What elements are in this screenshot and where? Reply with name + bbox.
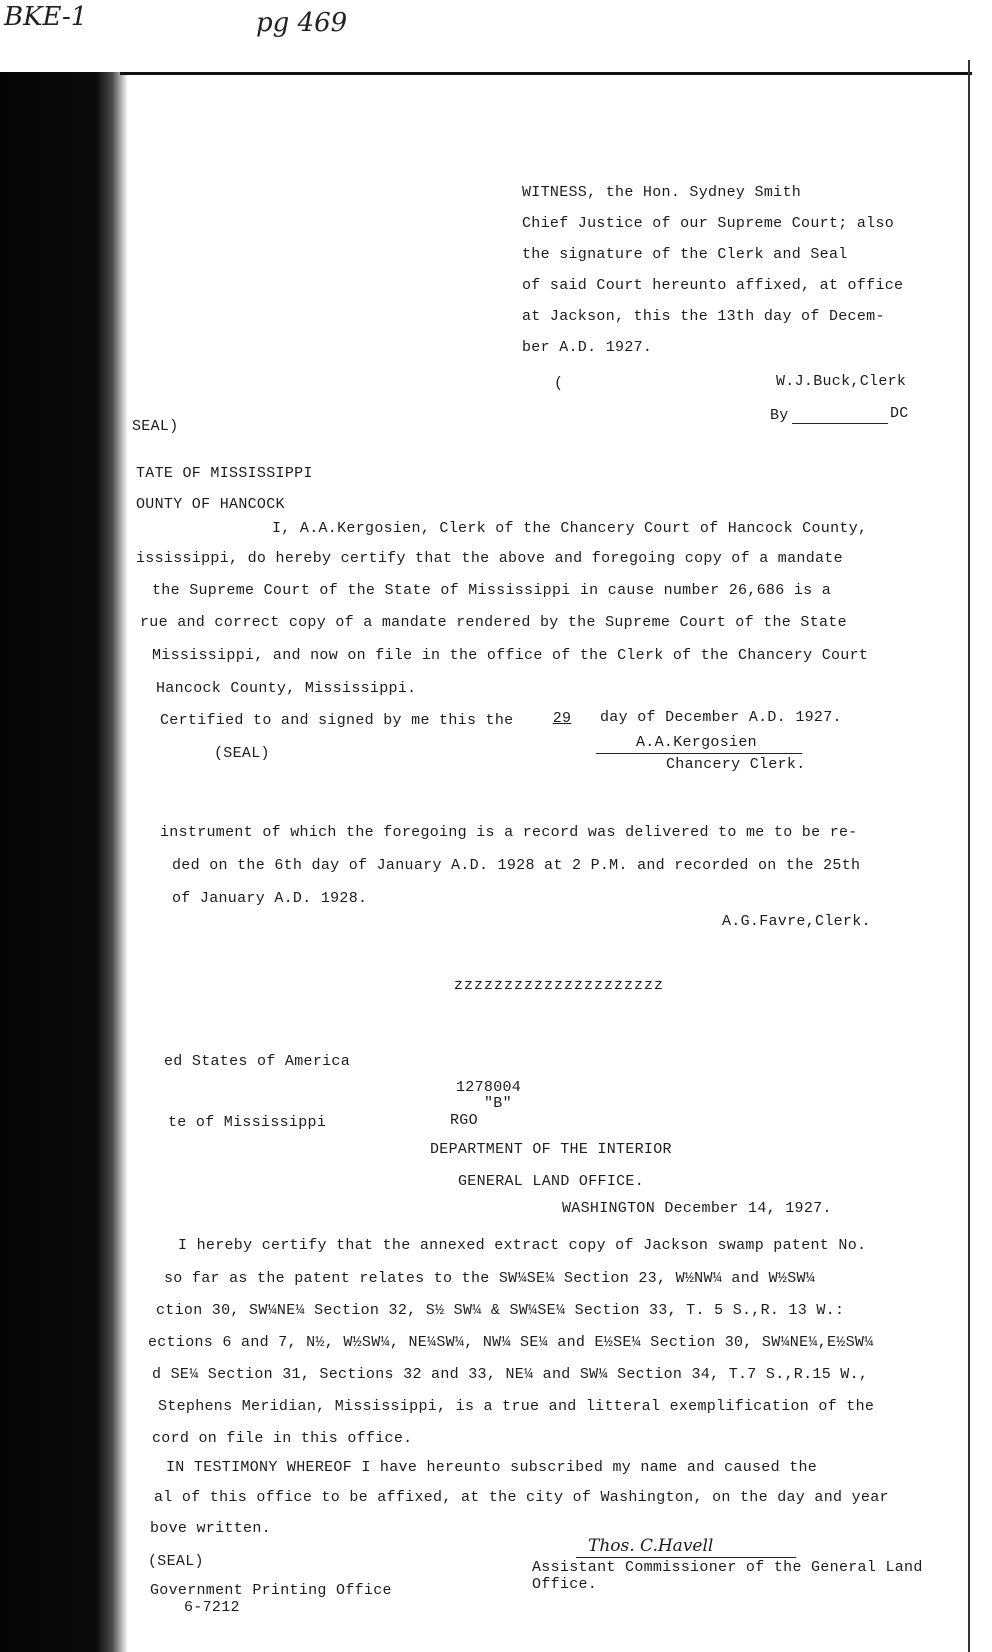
patent-line: bove written. — [150, 1520, 271, 1537]
venue-state: TATE OF MISSISSIPPI — [136, 465, 313, 482]
printer-line: Government Printing Office — [150, 1582, 392, 1599]
patent-line: so far as the patent relates to the SW¼SE¼ Section 23, W½NW¼ and W½SW¼ — [164, 1270, 816, 1287]
top-border-rule — [120, 72, 972, 75]
recording-line: ded on the 6th day of January A.D. 1928 at 2 P.M. and recorded on the 25th — [172, 857, 861, 874]
patent-country: ed States of America — [164, 1053, 351, 1070]
book-note: BKE-1 — [4, 2, 88, 32]
certificate-line: ississippi, do hereby certify that the above and foregoing copy of a mandate — [136, 550, 843, 567]
recording-clerk: A.G.Favre,Clerk. — [722, 913, 871, 930]
patent-line: cord on file in this office. — [152, 1430, 413, 1447]
section-separator: zzzzzzzzzzzzzzzzzzzzz — [454, 977, 665, 994]
patent-number: 1278004 — [456, 1079, 522, 1096]
patent-line: I hereby certify that the annexed extract copy of Jackson swamp patent No. — [178, 1237, 867, 1254]
place-date: WASHINGTON December 14, 1927. — [562, 1200, 832, 1217]
footer-signature-line — [576, 1557, 796, 1558]
witness-bracket: ( — [554, 375, 564, 392]
patent-line: d SE¼ Section 31, Sections 32 and 33, NE¼ and SW¼ Section 34, T.7 S.,R.15 W., — [152, 1366, 869, 1383]
seal-label: SEAL) — [132, 418, 179, 435]
patent-state: te of Mississippi — [168, 1114, 327, 1131]
page-note: pg 469 — [256, 8, 348, 38]
certificate-signature-line — [596, 753, 802, 754]
right-border-rule — [968, 60, 970, 1652]
venue-county: OUNTY OF HANCOCK — [136, 496, 285, 513]
certificate-line: Mississippi, and now on file in the office of the Clerk of the Chancery Court — [152, 647, 869, 664]
certificate-line: rue and correct copy of a mandate rendered by the Supreme Court of the State — [140, 614, 847, 631]
certificate-line: I, A.A.Kergosien, Clerk of the Chancery Court of Hancock County, — [272, 520, 868, 537]
witness-line: the signature of the Clerk and Seal — [522, 246, 848, 263]
witness-line: WITNESS, the Hon. Sydney Smith — [522, 184, 802, 201]
witness-line: Chief Justice of our Supreme Court; also — [522, 215, 895, 232]
certificate-signer: A.A.Kergosien — [636, 734, 757, 751]
footer-seal: (SEAL) — [148, 1553, 204, 1570]
patent-line: IN TESTIMONY WHEREOF I have hereunto subscribed my name and caused the — [166, 1459, 818, 1476]
certificate-line: Hancock County, Mississippi. — [156, 680, 417, 697]
by-suffix: DC — [890, 405, 909, 422]
certificate-signer-title: Chancery Clerk. — [666, 756, 806, 773]
certified-day: 29 — [552, 710, 572, 727]
patent-line: Stephens Meridian, Mississippi, is a true and litteral exemplification of the — [158, 1398, 875, 1415]
patent-code-b: "B" — [484, 1095, 512, 1112]
recording-line: of January A.D. 1928. — [172, 890, 368, 907]
department-title: DEPARTMENT OF THE INTERIOR — [430, 1141, 672, 1158]
patent-code-rgo: RGO — [450, 1112, 478, 1129]
footer-signer-title: Assistant Commissioner of the General Land — [532, 1559, 923, 1576]
office-title: GENERAL LAND OFFICE. — [458, 1173, 645, 1190]
witness-clerk: W.J.Buck,Clerk — [776, 373, 907, 390]
witness-line: of said Court hereunto affixed, at office — [522, 277, 904, 294]
patent-line: ections 6 and 7, N½, W½SW¼, NE¼SW¼, NW¼ SE¼ and E½SE¼ Section 30, SW¼NE¼,E½SW¼ — [148, 1334, 874, 1351]
certified-suffix: day of December A.D. 1927. — [600, 709, 842, 726]
certified-prefix: Certified to and signed by me this the — [160, 712, 514, 729]
footer-signer: Thos. C.Havell — [588, 1536, 714, 1556]
patent-line: ction 30, SW¼NE¼ Section 32, S½ SW¼ & SW¼SE¼ Section 33, T. 5 S.,R. 13 W.: — [156, 1302, 845, 1319]
footer-signer-office: Office. — [532, 1576, 598, 1593]
patent-line: al of this office to be affixed, at the city of Washington, on the day and year — [154, 1489, 889, 1506]
printer-code: 6-7212 — [184, 1599, 240, 1616]
certificate-line: the Supreme Court of the State of Mississippi in cause number 26,686 is a — [152, 582, 832, 599]
by-label: By — [770, 407, 789, 424]
recording-line: instrument of which the foregoing is a record was delivered to me to be re- — [160, 824, 858, 841]
scan-binding-edge — [0, 72, 128, 1652]
certificate-seal: (SEAL) — [214, 745, 270, 762]
witness-line: ber A.D. 1927. — [522, 339, 653, 356]
witness-line: at Jackson, this the 13th day of Decem- — [522, 308, 885, 325]
by-signature-line — [792, 423, 888, 424]
